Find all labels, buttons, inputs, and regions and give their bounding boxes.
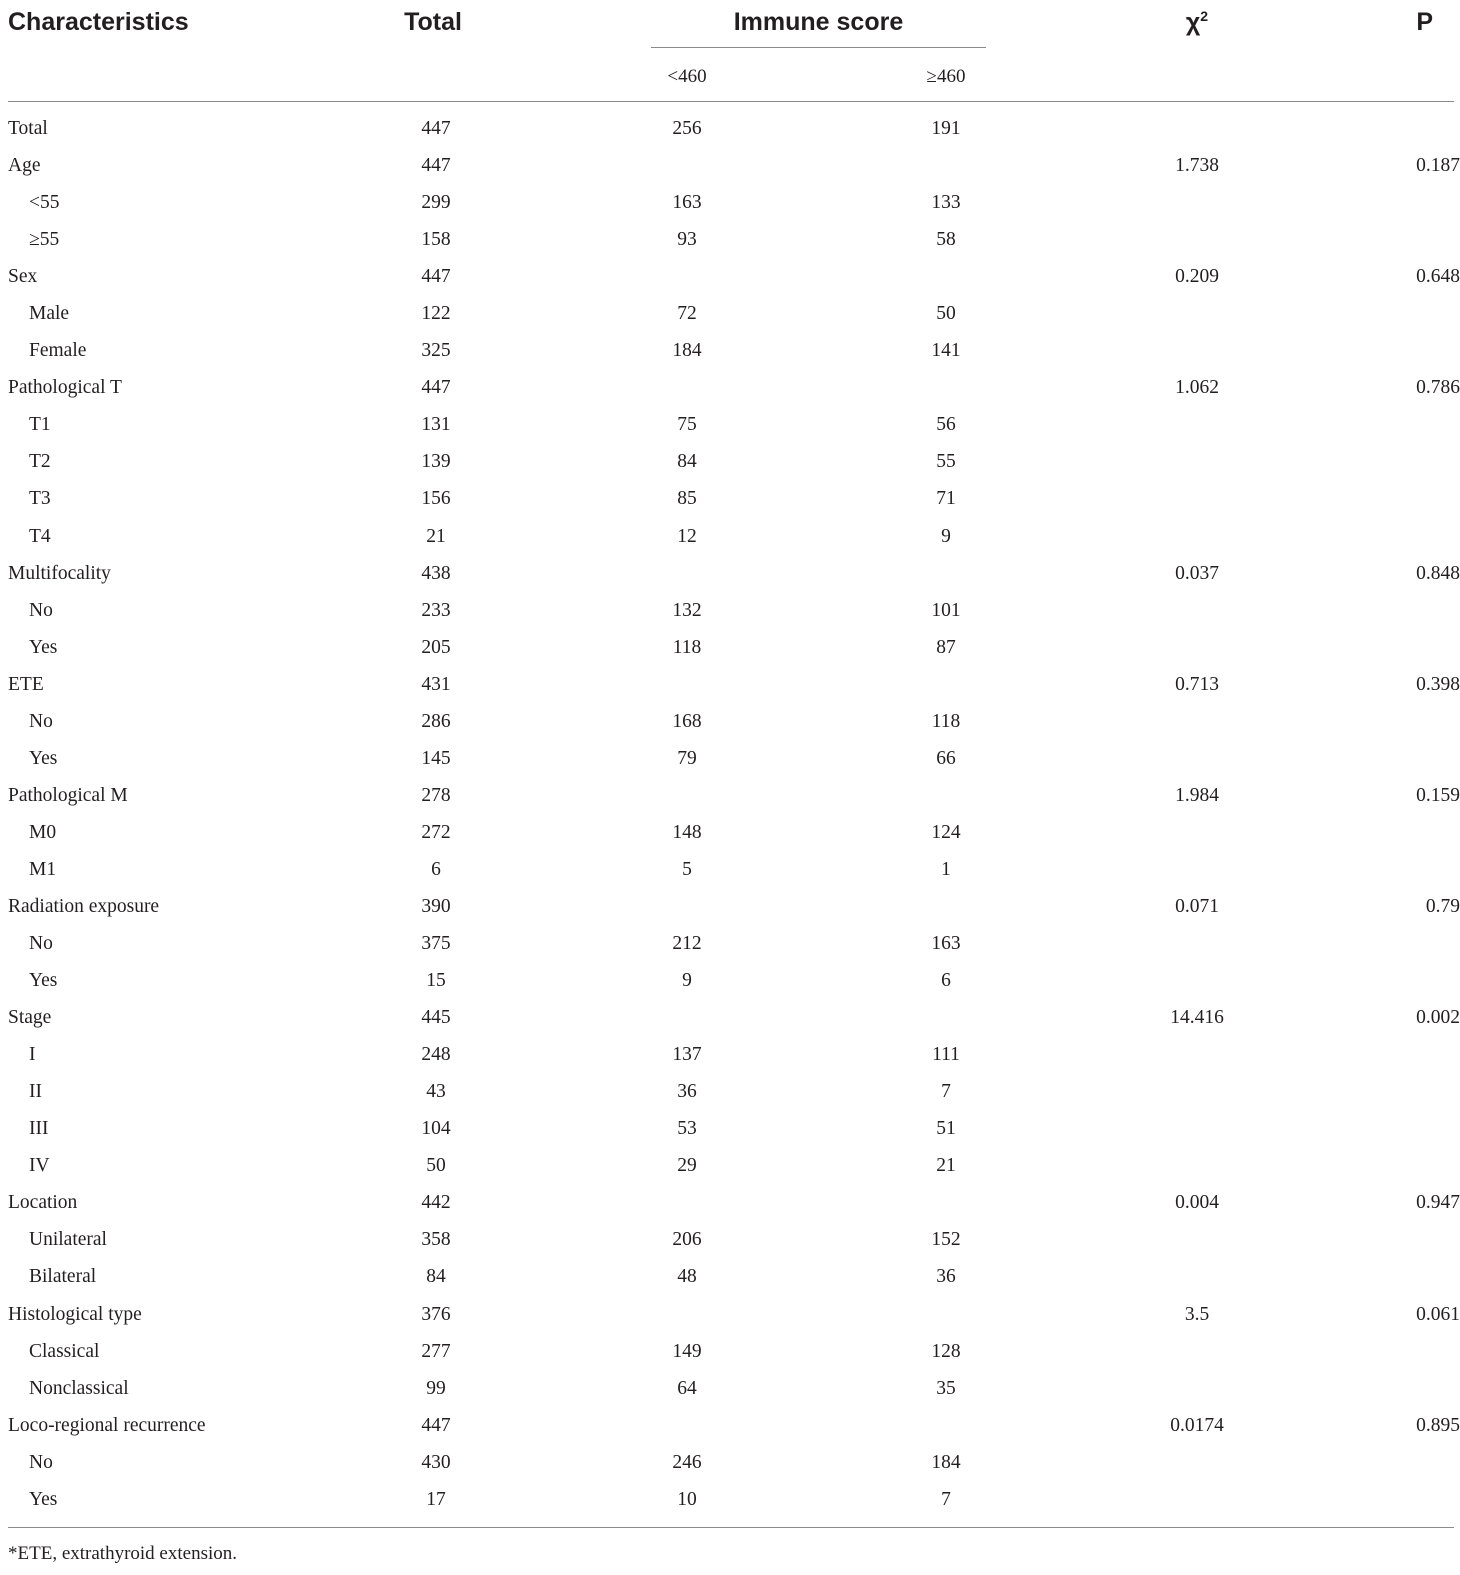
cell-immune-ge-460: 56: [936, 414, 956, 436]
cell-characteristic: Total: [8, 118, 48, 139]
cell-total: 17: [426, 1488, 446, 1510]
cell-immune-ge-460: 87: [936, 636, 956, 658]
table-row: [0, 744, 1460, 781]
table-row: [0, 892, 1460, 929]
cell-total: 299: [421, 192, 451, 214]
table-row: [0, 447, 1460, 484]
cell-immune-lt-460: 10: [677, 1488, 697, 1510]
cell-total: 447: [421, 266, 451, 288]
chi-symbol: χ: [1185, 8, 1201, 37]
table-row: [0, 707, 1460, 744]
cell-immune-ge-460: 128: [931, 1340, 961, 1362]
cell-immune-lt-460: 9: [682, 970, 692, 992]
table-row: [0, 1485, 1460, 1522]
cell-characteristic: <55: [29, 192, 60, 214]
cell-p-value: 0.187: [1416, 155, 1460, 177]
cell-characteristic: M0: [29, 821, 57, 843]
chi-superscript: 2: [1200, 8, 1209, 24]
header-bottom-rule: [8, 101, 1454, 102]
table-row: [0, 1337, 1460, 1374]
cell-immune-lt-460: 246: [672, 1451, 702, 1473]
cell-immune-lt-460: 75: [677, 414, 697, 436]
cell-characteristic: III: [29, 1118, 49, 1140]
cell-characteristic: No: [29, 933, 53, 955]
cell-immune-ge-460: 152: [931, 1229, 961, 1251]
cell-immune-ge-460: 50: [936, 303, 956, 325]
header-total: Total: [404, 8, 462, 36]
cell-immune-lt-460: 163: [672, 192, 702, 214]
table-row: [0, 855, 1460, 892]
table-row: [0, 299, 1460, 336]
subheader-lt-460: <460: [667, 66, 707, 87]
cell-immune-lt-460: 93: [677, 229, 697, 251]
cell-characteristic: No: [29, 599, 53, 621]
cell-immune-ge-460: 35: [936, 1377, 956, 1399]
subheader-ge-460: ≥460: [926, 66, 966, 87]
cell-total: 21: [426, 525, 446, 547]
cell-immune-lt-460: 53: [677, 1118, 697, 1140]
cell-p-value: 0.947: [1416, 1192, 1460, 1214]
cell-chi-square: 0.209: [1175, 266, 1219, 288]
table-row: [0, 1151, 1460, 1188]
cell-immune-lt-460: 72: [677, 303, 697, 325]
cell-total: 447: [421, 118, 451, 139]
table-row: [0, 1225, 1460, 1262]
cell-p-value: 0.895: [1416, 1414, 1460, 1436]
cell-characteristic: II: [29, 1081, 42, 1103]
cell-characteristic: Yes: [29, 970, 58, 992]
cell-p-value: 0.159: [1416, 784, 1460, 806]
cell-total: 156: [421, 488, 451, 510]
cell-chi-square: 0.004: [1175, 1192, 1219, 1214]
cell-characteristic: Yes: [29, 747, 58, 769]
table-row: [0, 559, 1460, 596]
table-row: [0, 151, 1460, 188]
cell-total: 325: [421, 340, 451, 362]
cell-immune-ge-460: 51: [936, 1118, 956, 1140]
cell-characteristic: Yes: [29, 1488, 58, 1510]
cell-characteristic: ≥55: [29, 229, 60, 251]
table-row: [0, 1188, 1460, 1225]
cell-total: 272: [421, 821, 451, 843]
header-chi-square: [1147, 8, 1247, 37]
cell-chi-square: 1.984: [1175, 784, 1219, 806]
cell-chi-square: 0.713: [1175, 673, 1219, 695]
cell-chi-square: 3.5: [1184, 1303, 1210, 1325]
cell-total: 15: [426, 970, 446, 992]
cell-characteristic: Nonclassical: [29, 1377, 129, 1399]
cell-characteristic: Loco-regional recurrence: [8, 1414, 206, 1436]
cell-total: 390: [421, 895, 451, 917]
cell-immune-ge-460: 118: [931, 710, 961, 732]
cell-total: 145: [421, 747, 451, 769]
cell-immune-lt-460: 118: [672, 636, 702, 658]
table-row: [0, 1262, 1460, 1299]
cell-immune-lt-460: 206: [672, 1229, 702, 1251]
cell-characteristic: Bilateral: [29, 1266, 97, 1288]
table-row: [0, 1040, 1460, 1077]
table-row: [0, 966, 1460, 1003]
cell-total: 277: [421, 1340, 451, 1362]
cell-total: 131: [421, 414, 451, 436]
footnote: *ETE, extrathyroid extension.: [8, 1543, 237, 1564]
table-row: [0, 1448, 1460, 1485]
cell-immune-lt-460: 36: [677, 1081, 697, 1103]
table-row: [0, 522, 1460, 559]
cell-characteristic: T4: [29, 525, 51, 547]
cell-total: 358: [421, 1229, 451, 1251]
cell-total: 104: [421, 1118, 451, 1140]
cell-characteristic: Location: [8, 1192, 78, 1214]
cell-total: 248: [421, 1044, 451, 1066]
cell-p-value: 0.061: [1416, 1303, 1460, 1325]
cell-immune-ge-460: 141: [931, 340, 961, 362]
cell-p-value: 0.398: [1416, 673, 1460, 695]
cell-p-value: 0.848: [1416, 562, 1460, 584]
cell-total: 447: [421, 1414, 451, 1436]
table-row: [0, 633, 1460, 670]
table-row: [0, 114, 1460, 151]
cell-immune-lt-460: 184: [672, 340, 702, 362]
cell-characteristic: Pathological M: [8, 784, 128, 806]
table-row: [0, 1077, 1460, 1114]
cell-immune-lt-460: 149: [672, 1340, 702, 1362]
cell-characteristic: I: [29, 1044, 36, 1066]
table-row: [0, 1374, 1460, 1411]
cell-immune-lt-460: 85: [677, 488, 697, 510]
cell-immune-ge-460: 101: [931, 599, 961, 621]
table-row: [0, 188, 1460, 225]
cell-characteristic: T1: [29, 414, 51, 436]
cell-characteristic: M1: [29, 858, 57, 880]
table-row: [0, 1003, 1460, 1040]
cell-immune-ge-460: 163: [931, 933, 961, 955]
cell-characteristic: T2: [29, 451, 51, 473]
cell-total: 445: [421, 1007, 451, 1029]
header-immune-score: Immune score: [733, 8, 904, 36]
cell-immune-lt-460: 148: [672, 821, 702, 843]
table-row: [0, 1300, 1460, 1337]
cell-immune-ge-460: 124: [931, 821, 961, 843]
cell-chi-square: 1.738: [1175, 155, 1219, 177]
cell-chi-square: 0.071: [1175, 895, 1219, 917]
cell-total: 139: [421, 451, 451, 473]
cell-immune-ge-460: 36: [936, 1266, 956, 1288]
cell-p-value: 0.648: [1416, 266, 1460, 288]
table-row: [0, 336, 1460, 373]
cell-characteristic: Radiation exposure: [8, 895, 160, 917]
cell-immune-ge-460: 21: [936, 1155, 956, 1177]
cell-immune-ge-460: 58: [936, 229, 956, 251]
cell-immune-lt-460: 12: [677, 525, 697, 547]
cell-characteristic: Stage: [8, 1007, 52, 1029]
table-bottom-rule: [8, 1527, 1454, 1528]
cell-characteristic: Male: [29, 303, 70, 325]
cell-total: 122: [421, 303, 451, 325]
cell-immune-lt-460: 48: [677, 1266, 697, 1288]
cell-chi-square: 14.416: [1170, 1007, 1224, 1029]
cell-characteristic: No: [29, 710, 53, 732]
table-row: [0, 818, 1460, 855]
cell-immune-lt-460: 168: [672, 710, 702, 732]
cell-total: 50: [426, 1155, 446, 1177]
cell-total: 442: [421, 1192, 451, 1214]
cell-immune-ge-460: 55: [936, 451, 956, 473]
cell-immune-ge-460: 191: [931, 118, 961, 139]
cell-total: 6: [431, 858, 441, 880]
table-row: [0, 373, 1460, 410]
cell-total: 430: [421, 1451, 451, 1473]
cell-immune-ge-460: 66: [936, 747, 956, 769]
cell-immune-ge-460: 133: [931, 192, 961, 214]
cell-characteristic: Pathological T: [8, 377, 122, 399]
cell-characteristic: IV: [29, 1155, 50, 1177]
cell-chi-square: 0.0174: [1170, 1414, 1224, 1436]
table-row: [0, 1411, 1460, 1448]
cell-characteristic: Age: [8, 155, 41, 177]
cell-characteristic: Unilateral: [29, 1229, 107, 1251]
cell-total: 447: [421, 155, 451, 177]
cell-total: 447: [421, 377, 451, 399]
cell-immune-lt-460: 256: [672, 118, 702, 139]
cell-immune-lt-460: 212: [672, 933, 702, 955]
cell-immune-lt-460: 132: [672, 599, 702, 621]
cell-characteristic: Female: [29, 340, 87, 362]
table-row: [0, 596, 1460, 633]
immune-score-underline: [651, 47, 986, 48]
cell-p-value: 0.002: [1416, 1007, 1460, 1029]
cell-total: 99: [426, 1377, 446, 1399]
table-row: [0, 484, 1460, 521]
cell-immune-ge-460: 9: [941, 525, 951, 547]
cell-characteristic: Histological type: [8, 1303, 142, 1325]
header-characteristics: Characteristics: [8, 8, 189, 36]
cell-immune-lt-460: 5: [682, 858, 692, 880]
cell-immune-ge-460: 7: [941, 1081, 951, 1103]
cell-characteristic: ETE: [8, 673, 44, 695]
cell-total: 431: [421, 673, 451, 695]
cell-immune-lt-460: 29: [677, 1155, 697, 1177]
cell-total: 205: [421, 636, 451, 658]
cell-total: 375: [421, 933, 451, 955]
cell-immune-ge-460: 7: [941, 1488, 951, 1510]
cell-characteristic: T3: [29, 488, 51, 510]
cell-total: 438: [421, 562, 451, 584]
cell-total: 278: [421, 784, 451, 806]
cell-total: 43: [426, 1081, 446, 1103]
cell-characteristic: No: [29, 1451, 53, 1473]
table-row: [0, 262, 1460, 299]
cell-immune-lt-460: 84: [677, 451, 697, 473]
cell-total: 84: [426, 1266, 446, 1288]
cell-characteristic: Classical: [29, 1340, 100, 1362]
cell-immune-ge-460: 1: [941, 858, 951, 880]
cell-immune-ge-460: 184: [931, 1451, 961, 1473]
cell-p-value: 0.786: [1416, 377, 1460, 399]
cell-immune-ge-460: 111: [932, 1044, 960, 1066]
table-row: [0, 1114, 1460, 1151]
cell-chi-square: 1.062: [1175, 377, 1219, 399]
table-row: [0, 929, 1460, 966]
header-p: P: [1416, 8, 1433, 36]
cell-immune-ge-460: 71: [936, 488, 956, 510]
table-row: [0, 410, 1460, 447]
table-row: [0, 670, 1460, 707]
cell-immune-lt-460: 79: [677, 747, 697, 769]
table-body: [0, 114, 1460, 1522]
cell-characteristic: Multifocality: [8, 562, 111, 584]
table-row: [0, 781, 1460, 818]
cell-immune-lt-460: 64: [677, 1377, 697, 1399]
cell-p-value: 0.79: [1425, 895, 1460, 917]
cell-immune-lt-460: 137: [672, 1044, 702, 1066]
cell-total: 158: [421, 229, 451, 251]
table-row: [0, 225, 1460, 262]
cell-characteristic: Yes: [29, 636, 58, 658]
cell-chi-square: 0.037: [1175, 562, 1219, 584]
cell-characteristic: Sex: [8, 266, 38, 288]
cell-total: 286: [421, 710, 451, 732]
cell-total: 376: [421, 1303, 451, 1325]
cell-total: 233: [421, 599, 451, 621]
cell-immune-ge-460: 6: [941, 970, 951, 992]
